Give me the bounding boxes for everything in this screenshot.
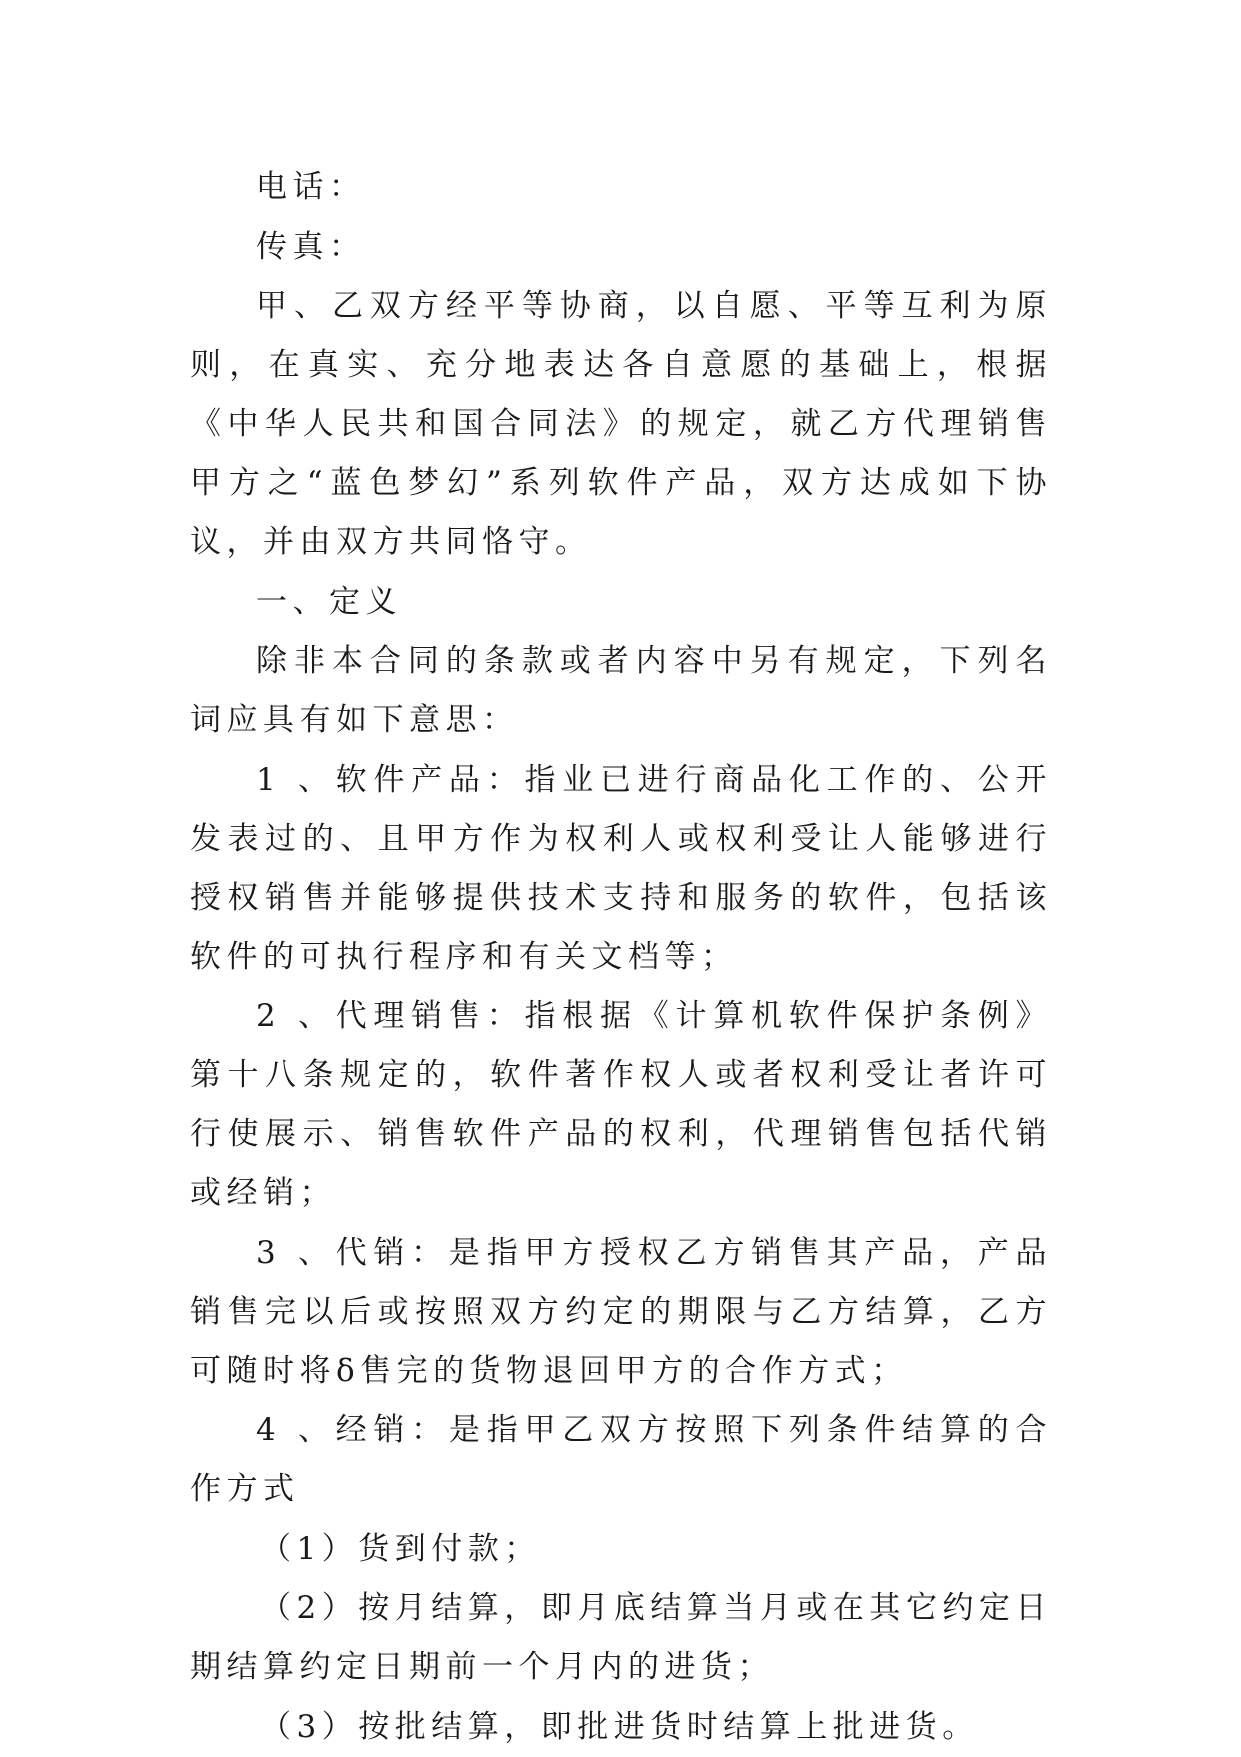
definition-software-product: 1 、软件产品：指业已进行商品化工作的、公开发表过的、且甲方作为权利人或权利受让人能够进行授权销售并能够提供技术支持和服务的软件，包括该软件的可执行程序和有关文档等； [190, 761, 1052, 975]
fax-line: 传真： [256, 228, 366, 265]
settlement-item-2: （2）按月结算，即月底结算当月或在其它约定日期结算约定日期前一个月内的进货； [190, 1590, 1052, 1685]
definition-agency-sales: 2 、代理销售：指根据《计算机软件保护条例》第十八条规定的，软件著作权人或者权利受让者许可行使展示、销售软件产品的权利，代理销售包括代销或经销； [190, 998, 1052, 1211]
settlement-item-1: （1）货到付款； [260, 1530, 541, 1567]
phone-line: 电话： [256, 169, 366, 205]
definitions-intro: 除非本合同的条款或者内容中另有规定，下列名词应具有如下意思： [190, 643, 1052, 738]
definition-distribution: 4 、经销：是指甲乙双方按照下列条件结算的合作方式 [190, 1412, 1052, 1507]
settlement-item-3: （3）按批结算，即批进货时结算上批进货。 [260, 1708, 979, 1745]
document-body [190, 158, 1052, 1757]
section-heading-definitions: 一、定义 [256, 583, 402, 620]
preamble-paragraph: 甲、乙双方经平等协商，以自愿、平等互利为原则，在真实、充分地表达各自意愿的基础上，根据《中华人民共和国合同法》的规定，就乙方代理销售甲方之“蓝色梦幻”系列软件产品，双方达成如下协议，并由双方共同恪守。 [190, 288, 1052, 560]
definition-consignment: 3 、代销：是指甲方授权乙方销售其产品，产品销售完以后或按照双方约定的期限与乙方结算，乙方可随时将δ售完的货物退回甲方的合作方式； [190, 1234, 1052, 1389]
